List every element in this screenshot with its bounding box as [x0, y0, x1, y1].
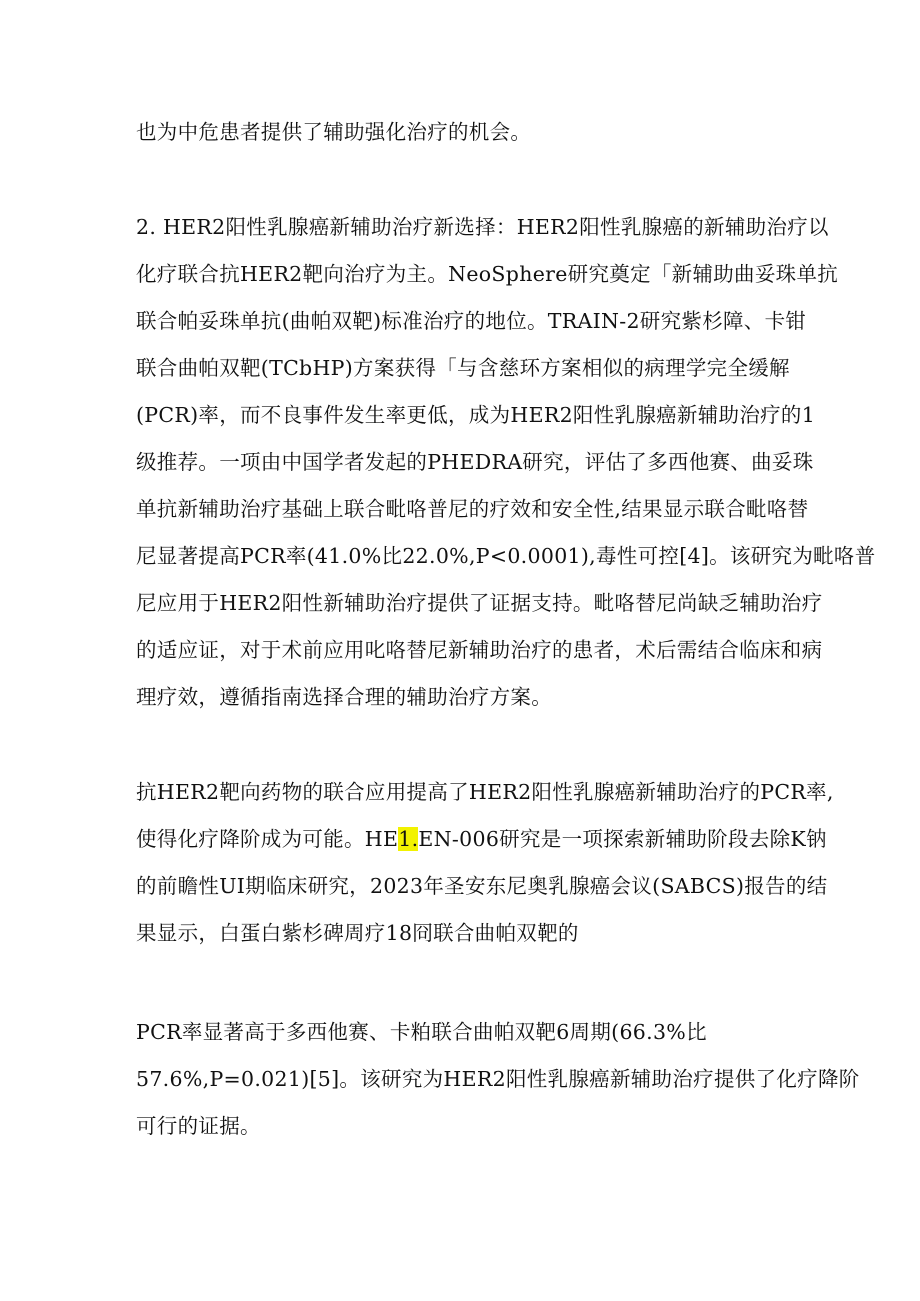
paragraph-3-line-1: 抗HER2靶向药物的联合应用提高了HER2阳性乳腺癌新辅助治疗的PCR率,: [136, 780, 834, 804]
paragraph-2-line-8: 尼显著提高PCR率(41.0%比22.0%,P<0.0001),毒性可控[4]。该研究为毗咯普: [136, 544, 876, 568]
paragraph-3-line-3: 的前瞻性UI期临床研究，2023年圣安东尼奥乳腺癌会议(SABCS)报告的结: [136, 874, 828, 898]
paragraph-2-line-11: 理疗效，遵循指南选择合理的辅助治疗方案。: [136, 685, 552, 709]
paragraph-1-line-1: 也为中危患者提供了辅助强化治疗的机会。: [136, 120, 532, 144]
paragraph-4-line-3: 可行的证据。: [136, 1114, 261, 1138]
paragraph-3-line-2: [136, 825, 827, 853]
line-text-before-highlight: 使得化疗降阶成为可能。HE: [136, 827, 399, 851]
paragraph-2-line-9: 尼应用于HER2阳性新辅助治疗提供了证据支持。毗咯替尼尚缺乏辅助治疗: [136, 591, 823, 615]
paragraph-2-line-6: 级推荐。一项由中国学者发起的PHEDRA研究，评估了多西他赛、曲妥珠: [136, 450, 814, 474]
paragraph-4-line-2: 57.6%,P=0.021)[5]。该研究为HER2阳性乳腺癌新辅助治疗提供了化疗降阶: [136, 1067, 860, 1091]
paragraph-2-line-10: 的适应证，对于术前应用叱咯替尼新辅助治疗的患者，术后需结合临床和病: [136, 638, 823, 662]
highlighted-text: 1.: [398, 827, 419, 851]
paragraph-2-line-3: 联合帕妥珠单抗(曲帕双靶)标准治疗的地位。TRAIN-2研究紫杉障、卡钳: [136, 309, 807, 333]
line-text-after-highlight: EN-006研究是一项探索新辅助阶段去除K钠: [418, 827, 827, 851]
paragraph-2-line-1: 2. HER2阳性乳腺癌新辅助治疗新选择：HER2阳性乳腺癌的新辅助治疗以: [136, 215, 829, 239]
paragraph-4-line-1: PCR率显著高于多西他赛、卡粕联合曲帕双靶6周期(66.3%比: [136, 1020, 707, 1044]
paragraph-3-line-4: 果显示，白蛋白紫杉碑周疗18冏联合曲帕双靶的: [136, 921, 579, 945]
paragraph-2-line-2: 化疗联合抗HER2靶向治疗为主。NeoSphere研究奠定「新辅助曲妥珠单抗: [136, 262, 839, 286]
paragraph-2-line-5: (PCR)率，而不良事件发生率更低，成为HER2阳性乳腺癌新辅助治疗的1: [136, 403, 816, 427]
paragraph-2-line-4: 联合曲帕双靶(TCbHP)方案获得「与含慈环方案相似的病理学完全缓解: [136, 356, 790, 380]
paragraph-2-line-7: 单抗新辅助治疗基础上联合毗咯普尼的疗效和安全性,结果显示联合毗咯替: [136, 497, 809, 521]
